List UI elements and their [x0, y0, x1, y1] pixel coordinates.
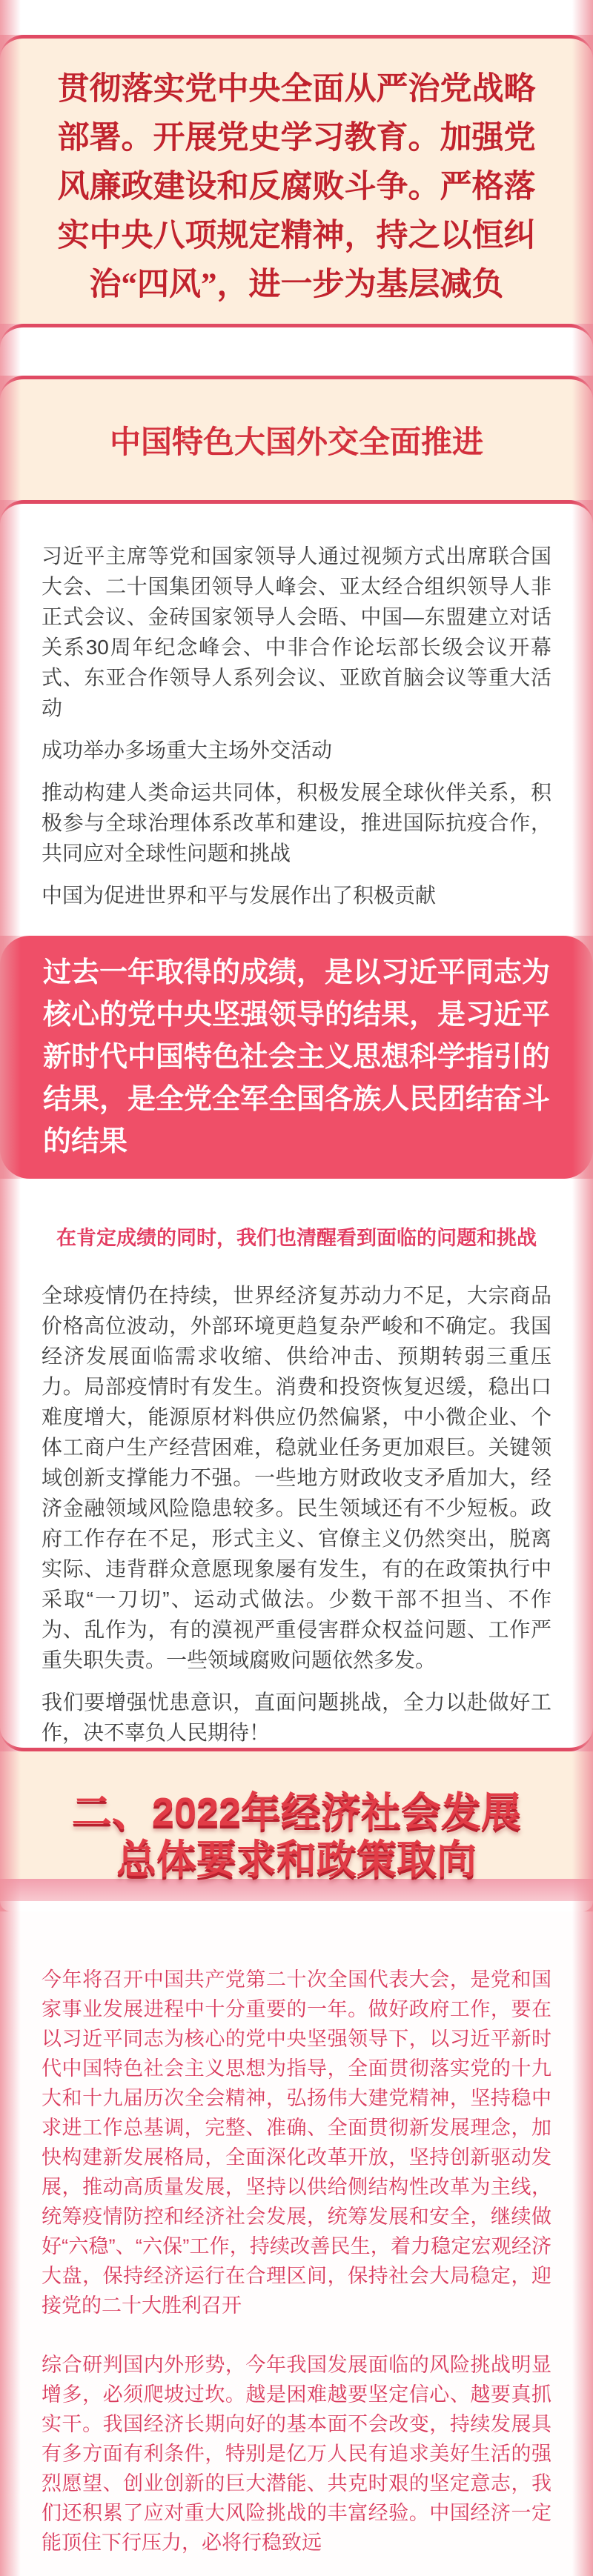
section-two-title-line1: 二、2022年经济社会发展 — [71, 1790, 522, 1834]
section-two-body — [0, 1911, 593, 2576]
diplomacy-paragraph: 成功举办多场重大主场外交活动 — [42, 739, 333, 762]
card-problems — [0, 1179, 593, 1751]
diplomacy-paragraph: 推动构建人类命运共同体，积极发展全球伙伴关系，积极参与全球治理体系改革和建设，推进国际抗疫合作，共同应对全球性问题和挑战 — [42, 781, 551, 865]
previous-card-bottom — [0, 0, 593, 35]
card-gap-divider — [0, 324, 593, 376]
card-diplomacy-body — [0, 500, 593, 936]
divider-sliver — [0, 1901, 593, 1911]
card-party-discipline — [0, 35, 593, 324]
outlook-paragraph: 今年将召开中国共产党第二十次全国代表大会，是党和国家事业发展进程中十分重要的一年。做好政府工作，要在以习近平同志为核心的党中央坚强领导下，以习近平新时代中国特色社会主义思想为指导，全面贯彻落实党的十九大和十九届历次全会精神，弘扬伟大建党精神，坚持稳中求进工作总基调，完整、准确、全面贯彻新发展理念，加快构建新发展格局，全面深化改革开放，坚持创新驱动发展，推动高质量发展，坚持以供给侧结构性改革为主线，统筹疫情防控和经济社会发展，统筹发展和安全，继续做好“六稳”、“六保”工作，持续改善民生，着力稳定宏观经济大盘，保持经济运行在合理区间，保持社会大局稳定，迎接党的二十大胜利召开 — [42, 1968, 551, 2317]
outlook-paragraph: 综合研判国内外形势，今年我国发展面临的风险挑战明显增多，必须爬坡过坎。越是困难越要坚定信心、越要真抓实干。我国经济长期向好的基本面不会改变，持续发展具有多方面有利条件，特别是亿万人民有追求美好生活的强烈愿望、创业创新的巨大潜能、共克时艰的坚定意志，我们还积累了应对重大风险挑战的丰富经验。中国经济一定能顶住下行压力，必将行稳致远 — [42, 2354, 551, 2554]
diplomacy-paragraph: 中国为促进世界和平与发展作出了积极贡献 — [42, 884, 437, 907]
section-two-title-line2: 总体要求和政策取向 — [116, 1837, 477, 1882]
achievement-banner — [0, 936, 593, 1179]
problems-heading: 在肯定成绩的同时，我们也清醒看到面临的问题和挑战 — [56, 1227, 537, 1249]
problems-paragraph: 我们要增强忧患意识，直面问题挑战，全力以赴做好工作，决不辜负人民期待！ — [42, 1691, 551, 1744]
section-two-title-block — [0, 1751, 593, 1882]
card-diplomacy-title — [0, 376, 593, 500]
diplomacy-title: 中国特色大国外交全面推进 — [109, 425, 483, 460]
section-two-title — [0, 1751, 593, 1883]
diplomacy-paragraph: 习近平主席等党和国家领导人通过视频方式出席联合国大会、二十国集团领导人峰会、亚太经合组织领导人非正式会议、金砖国家领导人会晤、中国—东盟建立对话关系30周年纪念峰会、中非合作论坛部长级会议开幕式、东亚合作领导人系列会议、亚欧首脑会议等重大活动 — [42, 545, 551, 719]
problems-paragraph: 全球疫情仍在持续，世界经济复苏动力不足，大宗商品价格高位波动，外部环境更趋复杂严峻和不确定。我国经济发展面临需求收缩、供给冲击、预期转弱三重压力。局部疫情时有发生。消费和投资恢复迟缓，稳出口难度增大，能源原材料供应仍然偏紧，中小微企业、个体工商户生产经营困难，稳就业任务更加艰巨。关键领域创新支撑能力不强。一些地方财政收支矛盾加大，经济金融领域风险隐患较多。民生领域还有不少短板。政府工作存在不足，形式主义、官僚主义仍然突出，脱离实际、违背群众意愿现象屡有发生，有的在政策执行中采取“一刀切”、运动式做法。少数干部不担当、不作为、乱作为，有的漠视严重侵害群众权益问题、工作严重失职失责。一些领域腐败问题依然多发。 — [42, 1284, 551, 1671]
party-discipline-text: 贯彻落实党中央全面从严治党战略部署。开展党史学习教育。加强党风廉政建设和反腐败斗争。严格落实中央八项规定精神，持之以恒纠治“四风”，进一步为基层减负 — [57, 72, 536, 302]
achievement-banner-text: 过去一年取得的成绩，是以习近平同志为核心的党中央坚强领导的结果，是习近平新时代中国特色社会主义思想科学指引的结果，是全党全军全国各族人民团结奋斗的结果 — [43, 957, 551, 1157]
